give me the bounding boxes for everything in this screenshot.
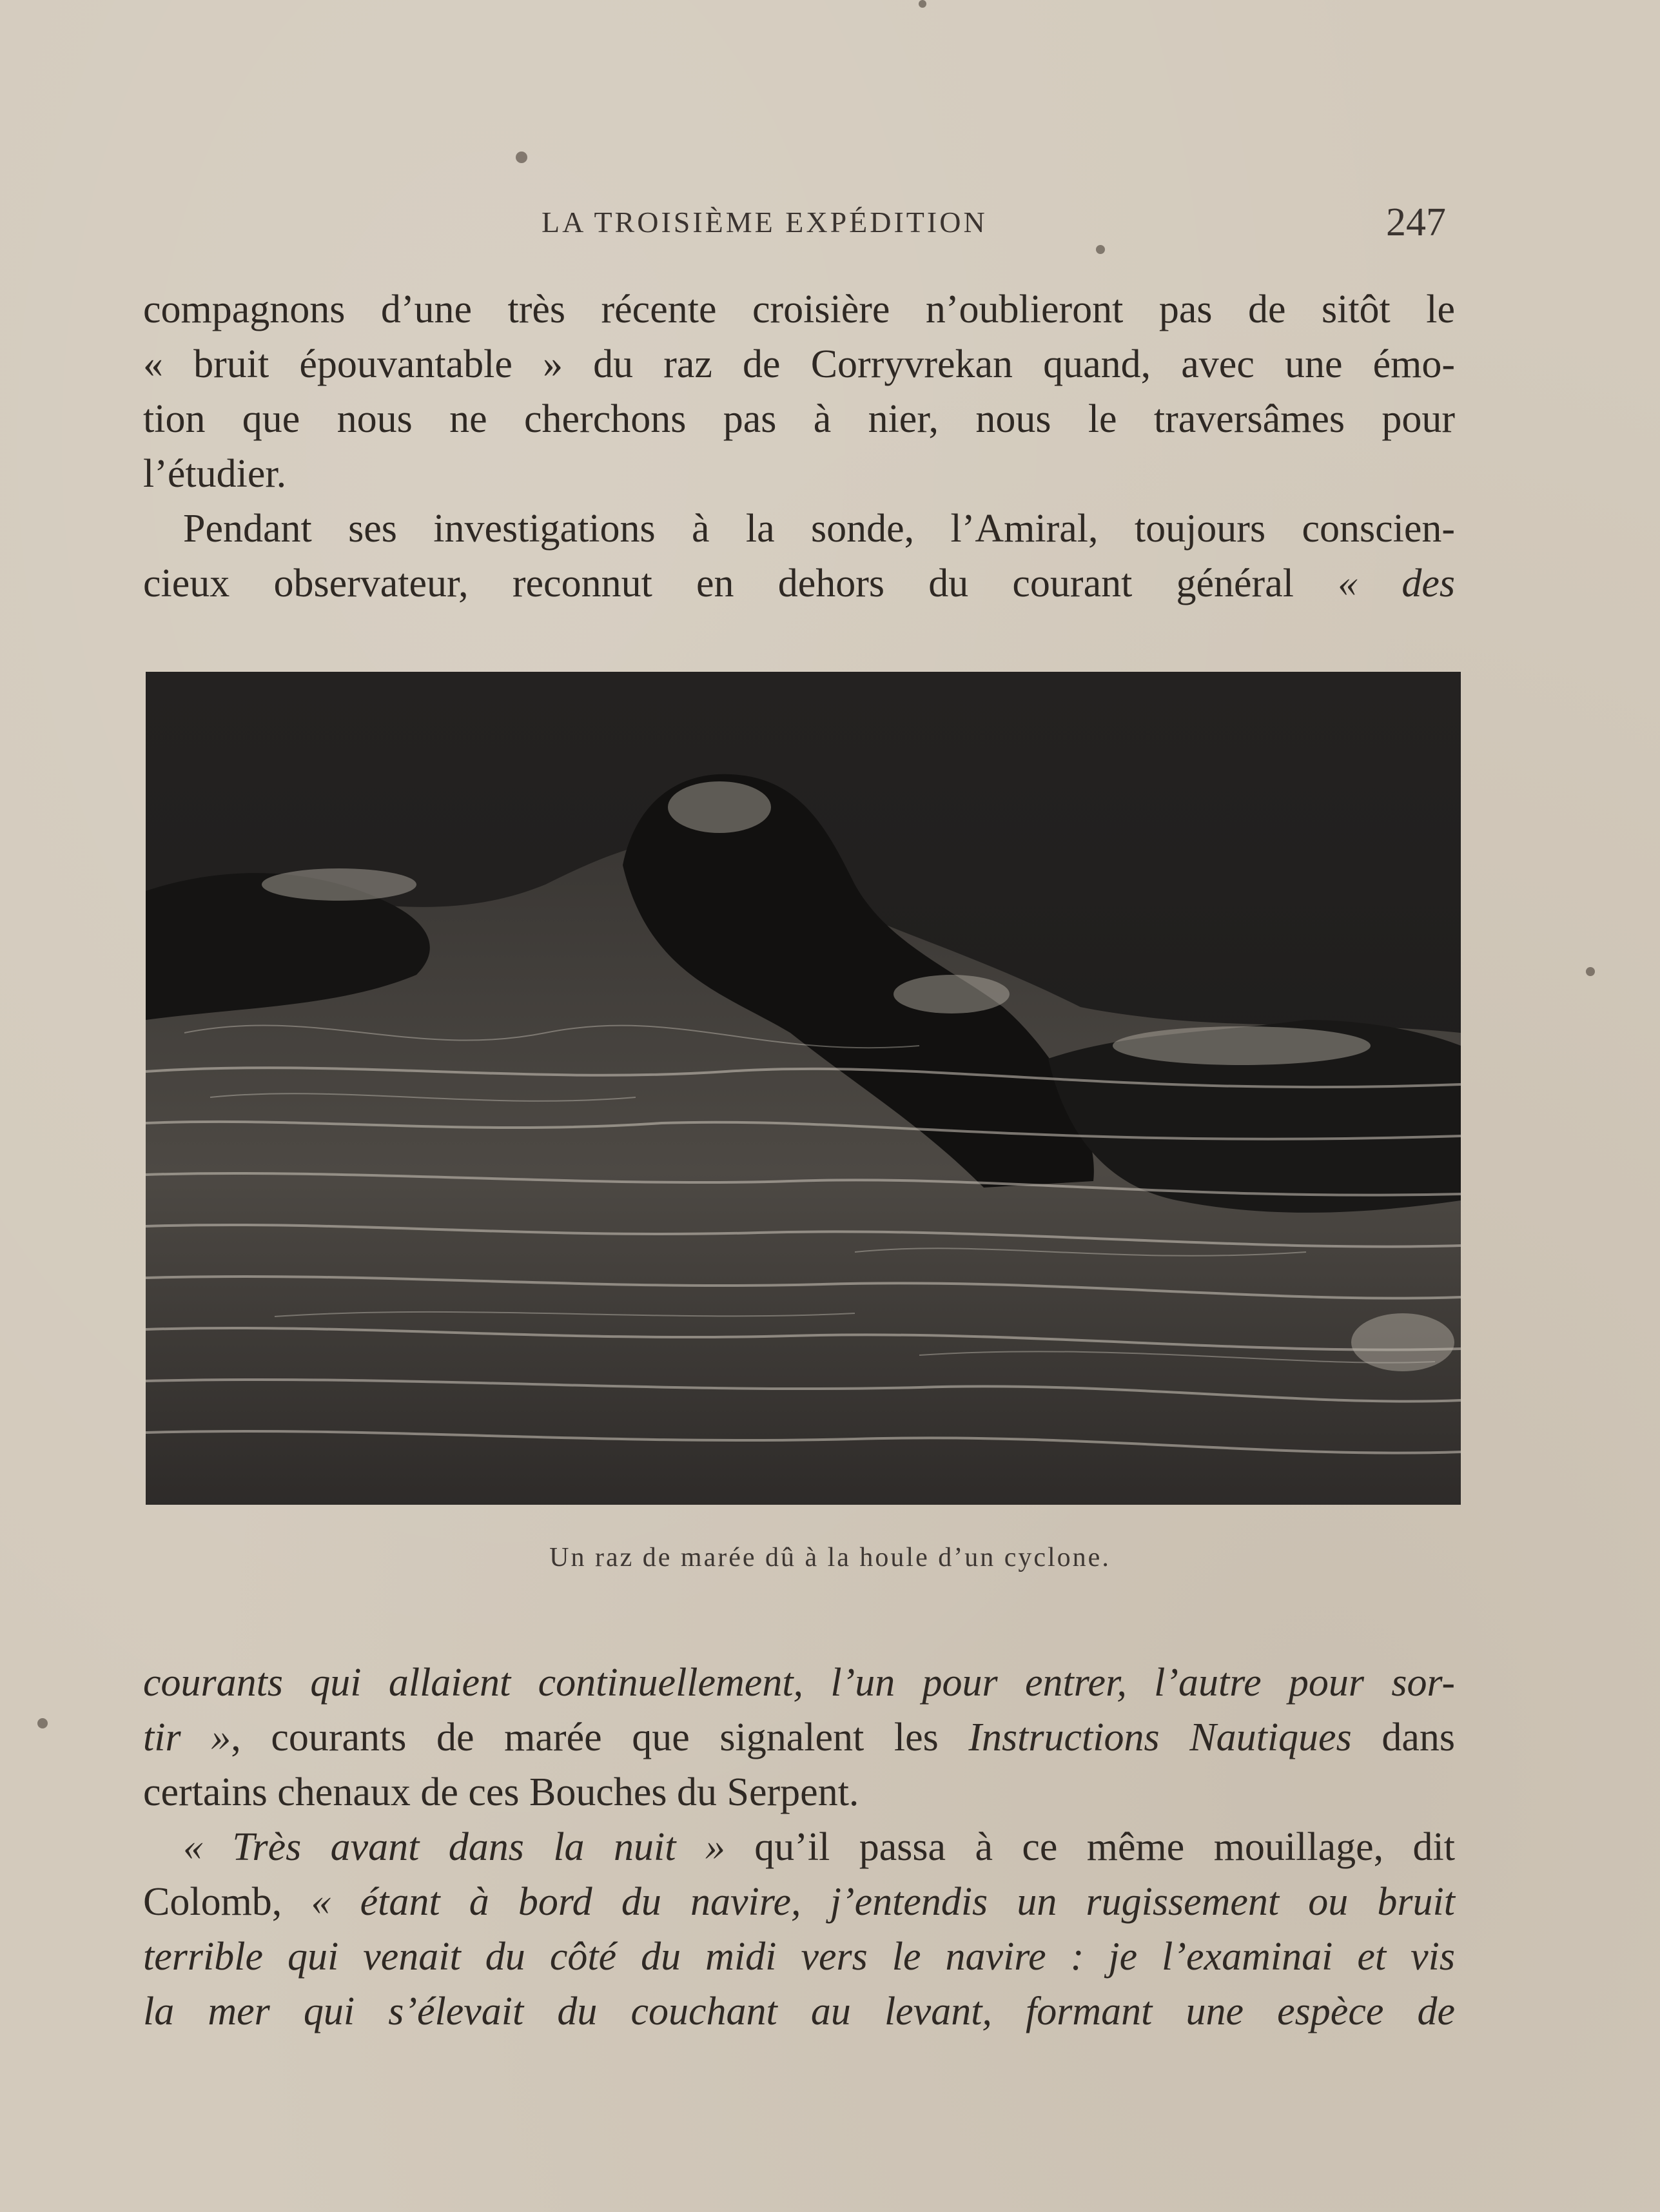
text-line xyxy=(143,1710,1455,1765)
italic-fragment: « étant à bord du navire, j’entendis un rugissement ou bruit xyxy=(311,1880,1455,1924)
paper-speck xyxy=(516,152,527,163)
bottom-paragraphs xyxy=(143,1656,1455,2039)
text-line: terrible qui venait du côté du midi vers le navire : je l’examinai et vis xyxy=(143,1935,1455,1979)
paper-speck xyxy=(919,0,926,8)
top-paragraphs xyxy=(143,282,1455,611)
text-line: « bruit épouvantable » du raz de Corryvrekan quand, avec une émo- xyxy=(143,342,1455,386)
paper-speck xyxy=(1096,245,1105,254)
text-fragment: Colomb, xyxy=(143,1880,311,1924)
text-line xyxy=(143,556,1455,611)
text-fragment: dans xyxy=(1351,1716,1455,1759)
italic-fragment: « des xyxy=(1338,562,1455,605)
running-title: LA TROISIÈME EXPÉDITION xyxy=(542,206,988,239)
text-line: la mer qui s’élevait du couchant au levant, formant une espèce de xyxy=(143,1990,1455,2033)
paper-speck xyxy=(1586,967,1595,976)
text-line: l’étudier. xyxy=(143,452,287,496)
text-line: Pendant ses investigations à la sonde, l’Amiral, toujours conscien- xyxy=(183,507,1455,551)
text-line xyxy=(143,1820,1455,1875)
text-line: compagnons d’une très récente croisière n’oublieront pas de sitôt le xyxy=(143,288,1455,331)
text-line: courants qui allaient continuellement, l’un pour entrer, l’autre pour sor- xyxy=(143,1661,1455,1705)
italic-fragment: tir » xyxy=(143,1716,231,1759)
text-fragment: qu’il passa à ce même mouillage, dit xyxy=(725,1825,1455,1869)
text-fragment: cieux observateur, reconnut en dehors du courant général xyxy=(143,562,1338,605)
wave-photograph xyxy=(146,672,1461,1505)
text-fragment: , courants de marée que signalent les xyxy=(231,1716,969,1759)
italic-fragment: « Très avant dans la nuit » xyxy=(183,1825,725,1869)
italic-fragment: Instructions Nautiques xyxy=(968,1716,1352,1759)
page-number: 247 xyxy=(1386,201,1446,244)
text-line xyxy=(143,1875,1455,1930)
figure-caption: Un raz de marée dû à la houle d’un cyclone. xyxy=(549,1543,1111,1572)
paper-speck xyxy=(37,1718,48,1728)
running-head xyxy=(0,200,1660,251)
text-line: certains chenaux de ces Bouches du Serpent. xyxy=(143,1770,859,1814)
text-line: tion que nous ne cherchons pas à nier, nous le traversâmes pour xyxy=(143,397,1455,441)
